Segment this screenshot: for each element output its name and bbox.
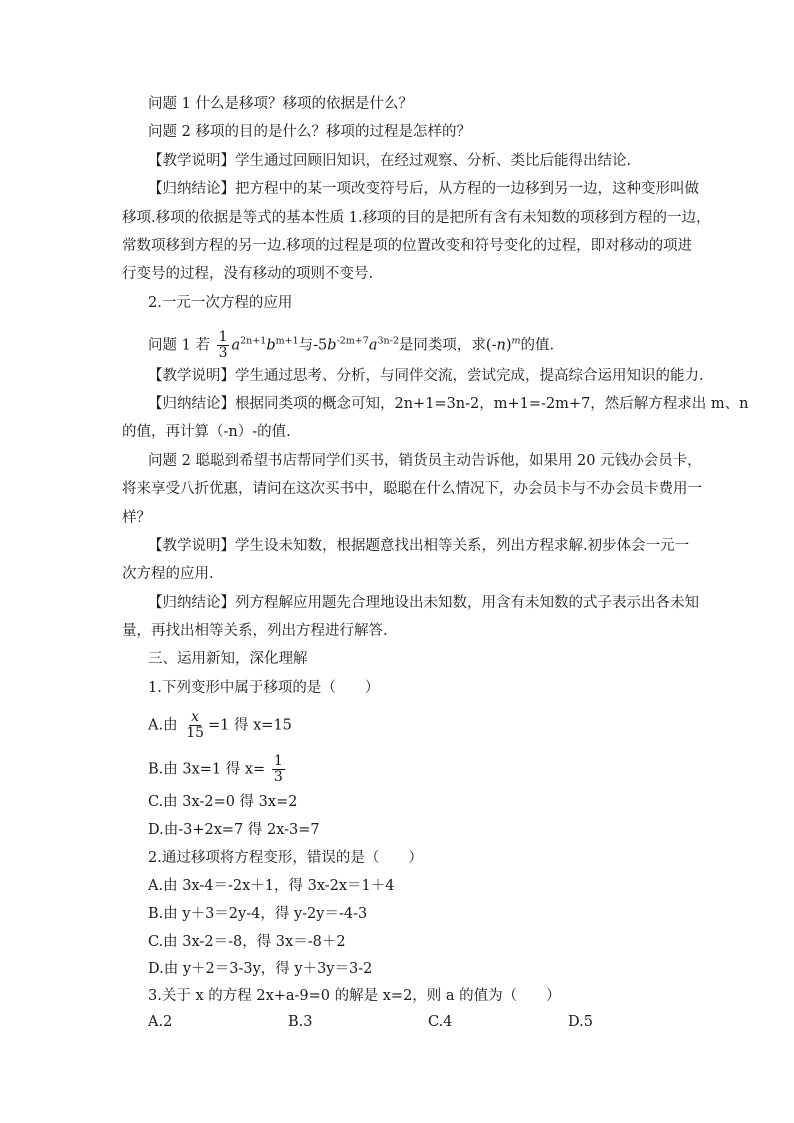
- option-b-prefix: B.由 3x=1 得 x=: [148, 761, 266, 778]
- option-a-prefix: A.由: [148, 717, 178, 734]
- conclusion-1-line-3: 常数项移到方程的另一边.移项的过程是项的位置改变和符号变化的过程，即对移动的项进: [122, 238, 693, 254]
- conclusion-3-line-1: 【归纳结论】列方程解应用题先合理地设出未知数，用含有未知数的式子表示出各未知: [148, 595, 699, 611]
- exercise-3-option-d: D.5: [568, 1014, 593, 1030]
- fraction-one-third: [217, 330, 230, 361]
- exponent-2: m+1: [275, 335, 299, 347]
- exercise-3-question: 3.关于 x 的方程 2x+a-9=0 的解是 x=2，则 a 的值为（ ）: [148, 988, 561, 1004]
- var-b: b: [266, 337, 276, 354]
- problem-2-line-3: 样？: [122, 510, 151, 526]
- exercise-3-option-b: B.3: [288, 1014, 313, 1030]
- conclusion-1-line-2: 移项.移项的依据是等式的基本性质 1.移项的目的是把所有含有未知数的项移到方程的一边，: [122, 210, 711, 226]
- exponent-5: m: [511, 335, 521, 347]
- fraction-denominator: 3: [218, 345, 228, 361]
- var-a: a: [231, 337, 241, 354]
- conclusion-2-line-1: 【归纳结论】根据同类项的概念可知，2n+1=3n-2，m+1=-2m+7，然后解方程求出 m、n: [148, 396, 749, 412]
- teaching-note-3-line-2: 次方程的应用.: [122, 566, 214, 582]
- fraction-x-over-15: [184, 710, 206, 741]
- section-3-heading: 三、运用新知，深化理解: [148, 651, 308, 667]
- conclusion-1-line-4: 行变号的过程，没有移动的项则不变号.: [122, 266, 374, 282]
- conclusion-1-line-1: 【归纳结论】把方程中的某一项改变符号后，从方程的一边移到另一边，这种变形叫做: [148, 181, 699, 197]
- fraction-denominator: 15: [186, 725, 205, 741]
- fraction-numerator: 1: [218, 329, 228, 345]
- fraction-one-third-b: [272, 754, 285, 785]
- problem-1-after: 是同类项，求(-: [398, 337, 497, 354]
- problem-1-close: ): [505, 337, 512, 354]
- teaching-note-2: 【教学说明】学生通过思考、分析，与同伴交流，尝试完成，提高综合运用知识的能力.: [148, 368, 704, 384]
- exercise-1-option-c: C.由 3x-2=0 得 3x=2: [148, 794, 298, 810]
- exercise-1-question: 1.下列变形中属于移项的是（ ）: [148, 680, 380, 696]
- fraction-denominator: 3: [273, 769, 283, 785]
- exercise-2-option-d: D.由 y＋2＝3-3y，得 y＋3y＝3-2: [148, 961, 373, 977]
- conclusion-2-line-2: 的值，再计算（-n）-的值.: [122, 424, 291, 440]
- exponent-1: 2n+1: [240, 335, 267, 347]
- conclusion-3-line-2: 量，再找出相等关系，列出方程进行解答.: [122, 623, 388, 639]
- problem-2-line-2: 将来享受八折优惠，请问在这次买书中，聪聪在什么情况下，办会员卡与不办会员卡费用一: [122, 481, 702, 497]
- question-1: 问题 1 什么是移项？移项的依据是什么？: [148, 96, 413, 112]
- option-a-suffix: =1 得 x=15: [208, 717, 292, 734]
- problem-2-line-1: 问题 2 聪聪到希望书店帮同学们买书，销货员主动告诉他，如果用 20 元钱办会员卡，: [148, 453, 702, 469]
- exponent-3: -2m+7: [336, 335, 369, 347]
- exercise-2-question: 2.通过移项将方程变形，错误的是（ ）: [148, 850, 423, 866]
- exercise-2-option-a: A.由 3x-4＝-2x＋1，得 3x-2x＝1＋4: [148, 878, 395, 894]
- problem-1-suffix: 的值.: [520, 337, 555, 354]
- exercise-2-option-c: C.由 3x-2＝-8，得 3x＝-8＋2: [148, 934, 346, 950]
- section-2-heading: 2.一元一次方程的应用: [148, 295, 293, 311]
- var-a-2: a: [368, 337, 378, 354]
- exercise-2-option-b: B.由 y＋3＝2y-4，得 y-2y＝-4-3: [148, 906, 368, 922]
- teaching-note-3-line-1: 【教学说明】学生设未知数，根据题意找出相等关系，列出方程求解.初步体会一元一: [148, 538, 690, 554]
- teaching-note-1: 【教学说明】学生通过回顾旧知识，在经过观察、分析、类比后能得出结论.: [148, 153, 632, 169]
- question-2: 问题 2 移项的目的是什么？移项的过程是怎样的？: [148, 124, 471, 140]
- exercise-1-option-b: [148, 754, 287, 785]
- var-n: n: [496, 337, 506, 354]
- exercise-3-option-a: A.2: [148, 1014, 173, 1030]
- problem-1-like-terms: [148, 330, 554, 361]
- var-b-2: b: [327, 337, 337, 354]
- exercise-1-option-d: D.由-3+2x=7 得 2x-3=7: [148, 822, 320, 838]
- exercise-1-option-a: [148, 710, 292, 741]
- problem-1-prefix: 问题 1 若: [148, 337, 210, 354]
- problem-1-mid: 与-5: [298, 337, 328, 354]
- exponent-4: 3n-2: [377, 335, 399, 347]
- exercise-3-option-c: C.4: [428, 1014, 453, 1030]
- fraction-numerator: 1: [273, 753, 283, 769]
- fraction-numerator: x: [191, 709, 200, 725]
